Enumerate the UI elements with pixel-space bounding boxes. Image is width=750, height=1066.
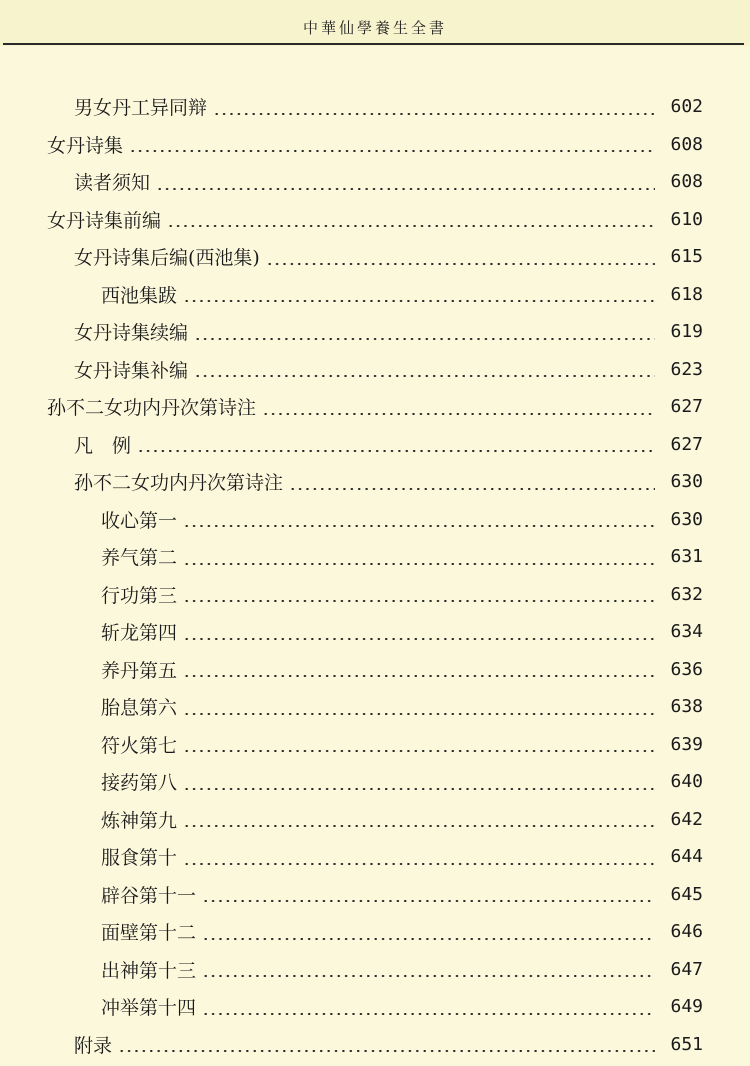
- toc-entry-title: 女丹诗集续编: [74, 322, 189, 345]
- dot-leader: [183, 300, 655, 302]
- toc-entry[interactable]: [0, 426, 703, 464]
- toc-entry-title: 出神第十三: [101, 959, 197, 982]
- toc-entry[interactable]: [0, 463, 703, 501]
- toc-entry-title: 女丹诗集前编: [47, 209, 162, 232]
- table-of-contents: [0, 88, 750, 1063]
- toc-entry[interactable]: [0, 651, 703, 689]
- toc-entry-page-number: 647: [670, 958, 703, 980]
- toc-entry[interactable]: [0, 913, 703, 951]
- toc-entry-page-number: 636: [670, 658, 703, 680]
- toc-entry-title: 炼神第九: [101, 809, 178, 832]
- dot-leader: [183, 750, 655, 752]
- toc-entry-title: 符火第七: [101, 734, 178, 757]
- dot-leader: [129, 150, 655, 152]
- toc-entry-page-number: 619: [670, 321, 703, 343]
- toc-entry-title: 读者须知: [74, 172, 151, 195]
- toc-entry-page-number: 634: [670, 621, 703, 643]
- toc-entry[interactable]: [0, 501, 703, 539]
- dot-leader: [118, 1050, 655, 1052]
- dot-leader: [183, 825, 655, 827]
- dot-leader: [194, 338, 655, 340]
- page-header: [0, 0, 750, 46]
- dot-leader: [183, 863, 655, 865]
- toc-entry-page-number: 638: [670, 696, 703, 718]
- toc-entry[interactable]: [0, 238, 703, 276]
- toc-entry-title: 养气第二: [101, 547, 178, 570]
- toc-entry[interactable]: [0, 388, 703, 426]
- dot-leader: [137, 450, 655, 452]
- toc-entry-title: 凡 例: [74, 434, 132, 457]
- toc-entry-page-number: 630: [670, 508, 703, 530]
- dot-leader: [202, 975, 655, 977]
- toc-entry-title: 女丹诗集补编: [74, 359, 189, 382]
- toc-entry-title: 服食第十: [101, 847, 178, 870]
- toc-entry-title: 女丹诗集: [47, 134, 124, 157]
- toc-entry-page-number: 618: [670, 283, 703, 305]
- dot-leader: [183, 600, 655, 602]
- dot-leader: [266, 263, 655, 265]
- toc-entry-page-number: 627: [670, 433, 703, 455]
- toc-entry-page-number: 602: [670, 96, 703, 118]
- toc-entry-page-number: 642: [670, 808, 703, 830]
- toc-entry-title: 冲举第十四: [101, 997, 197, 1020]
- toc-entry[interactable]: [0, 838, 703, 876]
- toc-entry[interactable]: [0, 613, 703, 651]
- toc-entry-title: 男女丹工异同辩: [74, 97, 208, 120]
- dot-leader: [183, 788, 655, 790]
- toc-entry[interactable]: [0, 88, 703, 126]
- toc-entry-title: 胎息第六: [101, 697, 178, 720]
- toc-entry-title: 养丹第五: [101, 659, 178, 682]
- dot-leader: [183, 713, 655, 715]
- header-rule: [3, 43, 744, 45]
- toc-entry-title: 女丹诗集后编(西池集): [74, 247, 260, 270]
- toc-entry-page-number: 644: [670, 846, 703, 868]
- toc-entry[interactable]: [0, 1026, 703, 1064]
- toc-entry-page-number: 610: [670, 208, 703, 230]
- toc-entry[interactable]: [0, 126, 703, 164]
- book-title: 中華仙學養生全書: [302, 19, 447, 37]
- toc-entry-page-number: 646: [670, 921, 703, 943]
- toc-entry-page-number: 627: [670, 396, 703, 418]
- toc-entry[interactable]: [0, 801, 703, 839]
- toc-entry-page-number: 639: [670, 733, 703, 755]
- toc-entry-page-number: 608: [670, 133, 703, 155]
- toc-entry[interactable]: [0, 726, 703, 764]
- dot-leader: [202, 1013, 655, 1015]
- dot-leader: [183, 563, 655, 565]
- toc-entry[interactable]: [0, 876, 703, 914]
- toc-entry-page-number: 623: [670, 358, 703, 380]
- toc-entry-page-number: 645: [670, 883, 703, 905]
- dot-leader: [183, 675, 655, 677]
- toc-entry-title: 附录: [74, 1034, 113, 1057]
- toc-entry[interactable]: [0, 163, 703, 201]
- dot-leader: [202, 938, 655, 940]
- dot-leader: [262, 413, 655, 415]
- toc-entry[interactable]: [0, 276, 703, 314]
- toc-entry-page-number: 615: [670, 246, 703, 268]
- toc-entry-page-number: 632: [670, 583, 703, 605]
- toc-entry[interactable]: [0, 201, 703, 239]
- toc-entry-page-number: 649: [670, 996, 703, 1018]
- toc-entry-page-number: 631: [670, 546, 703, 568]
- toc-entry[interactable]: [0, 688, 703, 726]
- toc-entry[interactable]: [0, 951, 703, 989]
- toc-entry-title: 西池集跋: [101, 284, 178, 307]
- dot-leader: [202, 900, 655, 902]
- toc-entry-page-number: 651: [670, 1033, 703, 1055]
- toc-entry-page-number: 630: [670, 471, 703, 493]
- toc-entry-title: 行功第三: [101, 584, 178, 607]
- toc-entry-title: 接药第八: [101, 772, 178, 795]
- dot-leader: [167, 225, 655, 227]
- toc-entry[interactable]: [0, 576, 703, 614]
- toc-entry-title: 收心第一: [101, 509, 178, 532]
- toc-entry-title: 孙不二女功内丹次第诗注: [47, 397, 257, 420]
- dot-leader: [156, 188, 655, 190]
- toc-entry[interactable]: [0, 538, 703, 576]
- toc-entry-title: 斩龙第四: [101, 622, 178, 645]
- dot-leader: [213, 113, 655, 115]
- dot-leader: [194, 375, 655, 377]
- dot-leader: [183, 638, 655, 640]
- dot-leader: [289, 488, 655, 490]
- toc-entry[interactable]: [0, 313, 703, 351]
- dot-leader: [183, 525, 655, 527]
- toc-entry-page-number: 608: [670, 171, 703, 193]
- toc-entry-title: 面壁第十二: [101, 922, 197, 945]
- toc-entry[interactable]: [0, 763, 703, 801]
- toc-entry-title: 孙不二女功内丹次第诗注: [74, 472, 284, 495]
- toc-entry-page-number: 640: [670, 771, 703, 793]
- toc-entry[interactable]: [0, 988, 703, 1026]
- toc-entry[interactable]: [0, 351, 703, 389]
- toc-entry-title: 辟谷第十一: [101, 884, 197, 907]
